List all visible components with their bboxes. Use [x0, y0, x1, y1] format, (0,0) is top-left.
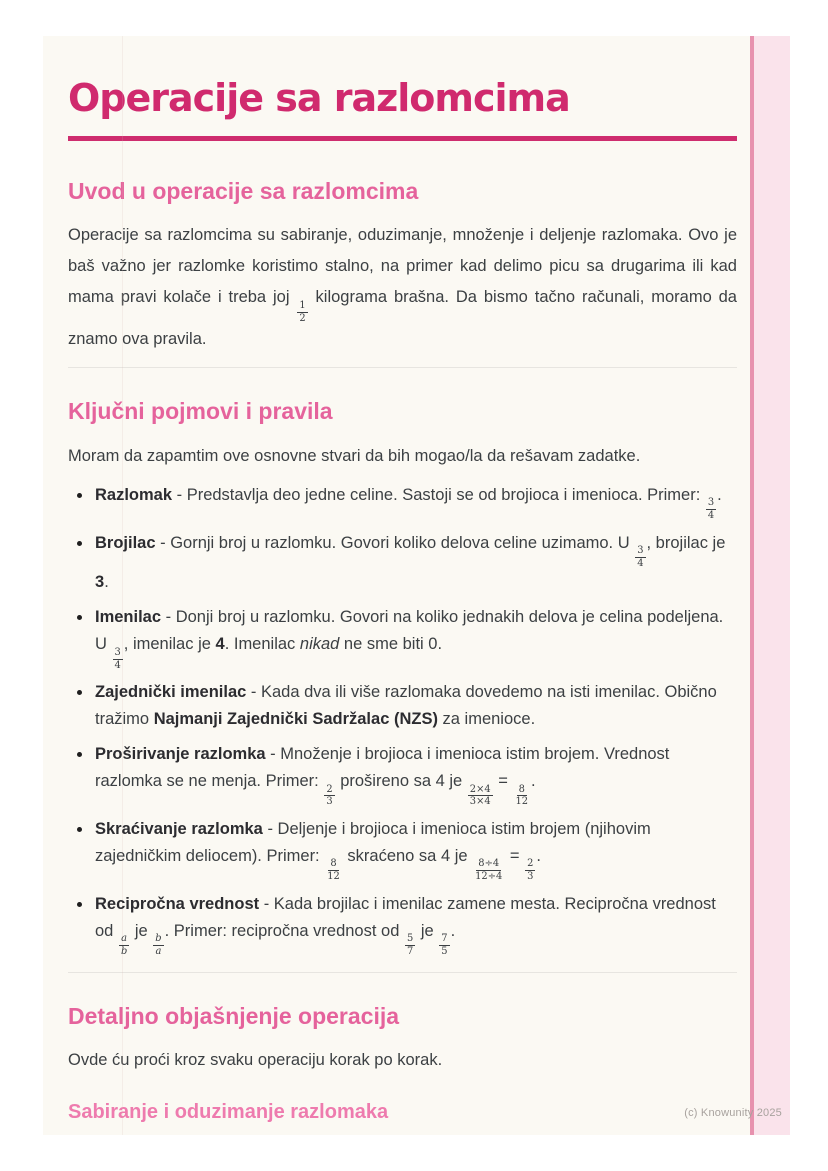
list-item: Proširivanje razlomka - Množenje i brojioca i imenioca istim brojem. Vrednost razlomka se ne menja. Primer: $\frac{2}{3}$ prošireno sa 4 je $\frac{2\times 4}{3\times 4}$ = $\frac{8}{12}$ .: [68, 741, 737, 808]
fraction: $\frac{2\times 4}{3\times 4}$: [469, 783, 491, 808]
fraction: $\frac{7}{5}$: [441, 933, 448, 957]
side-stripe: [750, 36, 790, 1135]
subsection-heading-addition: Sabiranje i oduzimanje razlomaka: [68, 1101, 389, 1124]
intro-paragraph: Operacije sa razlomcima su sabiranje, oduzimanje, množenje i deljenje razlomaka. Ovo je baš važno jer razlomke koristimo stalno, na primer kad delimo picu sa drugarima ili kad mama pravi kolače i treba joj $\frac{1}{2}$ kilograma brašna. Da bismo tačno računali, moramo da znamo ova pravila.: [68, 226, 737, 349]
fraction: $\frac{1}{2}$: [299, 299, 306, 324]
list-item: Brojilac - Gornji broj u razlomku. Govori koliko delova celine uzimamo. U $\frac{3}{4}$ , brojilac je 3.: [68, 530, 737, 597]
list-item: Razlomak - Predstavlja deo jedne celine. Sastoji se od brojioca i imenioca. Primer: $\frac{3}{4}$ .: [68, 482, 737, 522]
section-divider: [68, 367, 737, 368]
list-item: Skraćivanje razlomka - Deljenje i brojioca i imenioca istim brojem (njihovim zajedničkim deliocem). Primer: $\frac{8}{12}$ skraćeno sa 4 je $\frac{8\div 4}{12\div 4}$ = $\frac{2}{3}$ .: [68, 816, 737, 883]
fraction: $\frac{3}{4}$: [114, 646, 121, 671]
section-divider: [68, 972, 737, 973]
list-item: Zajednički imenilac - Kada dva ili više razlomaka dovedemo na isti imenilac. Obično tražimo Najmanji Zajednički Sadržalac (NZS) za imenioce.: [68, 679, 737, 733]
fraction: $\frac{8}{12}$: [327, 858, 340, 883]
title-rule: [68, 136, 737, 141]
fraction: $\frac{5}{7}$: [406, 933, 414, 957]
list-item: Imenilac - Donji broj u razlomku. Govori na koliko jednakih delova je celina podeljena. U $\frac{3}{4}$ , imenilac je 4. Imenilac nikad ne sme biti 0.: [68, 604, 737, 671]
section-heading-operations: Detaljno objašnjenje operacija: [68, 1002, 400, 1029]
section-heading-concepts: Ključni pojmovi i pravila: [68, 398, 333, 425]
concepts-intro-paragraph: Moram da zapamtim ove osnovne stvari da bih mogao/la da rešavam zadatke.: [68, 446, 641, 465]
fraction: $\frac{a}{b}$: [120, 933, 128, 957]
fraction: $\frac{b}{a}$: [155, 933, 162, 957]
page-title: Operacije sa razlomcima: [68, 76, 570, 120]
fraction: $\frac{2}{3}$: [326, 783, 333, 808]
operations-intro-paragraph: Ovde ću proći kroz svaku operaciju korak po korak.: [68, 1051, 443, 1070]
fraction: $\frac{3}{4}$: [637, 545, 644, 569]
section-heading-intro: Uvod u operacije sa razlomcima: [68, 177, 419, 204]
fraction: $\frac{8\div 4}{12\div 4}$: [475, 858, 503, 883]
fraction: $\frac{8}{12}$: [515, 783, 529, 808]
concepts-list: [68, 482, 737, 958]
fraction: $\frac{3}{4}$: [707, 497, 715, 521]
footer-credit: (c) Knowunity 2025: [684, 1107, 782, 1119]
list-item: Recipročna vrednost - Kada brojilac i imenilac zamene mesta. Recipročna vrednost od $\frac{a}{b}$ je $\frac{b}{a}$ . Primer: recipročna vrednost od $\frac{5}{7}$ je $\frac{7}{5}$ .: [68, 891, 737, 958]
section-operations: [68, 1003, 737, 1126]
section-intro: [68, 178, 737, 355]
fraction: $\frac{2}{3}$: [527, 858, 534, 883]
document-page: [43, 36, 790, 1135]
section-concepts: [68, 398, 737, 957]
